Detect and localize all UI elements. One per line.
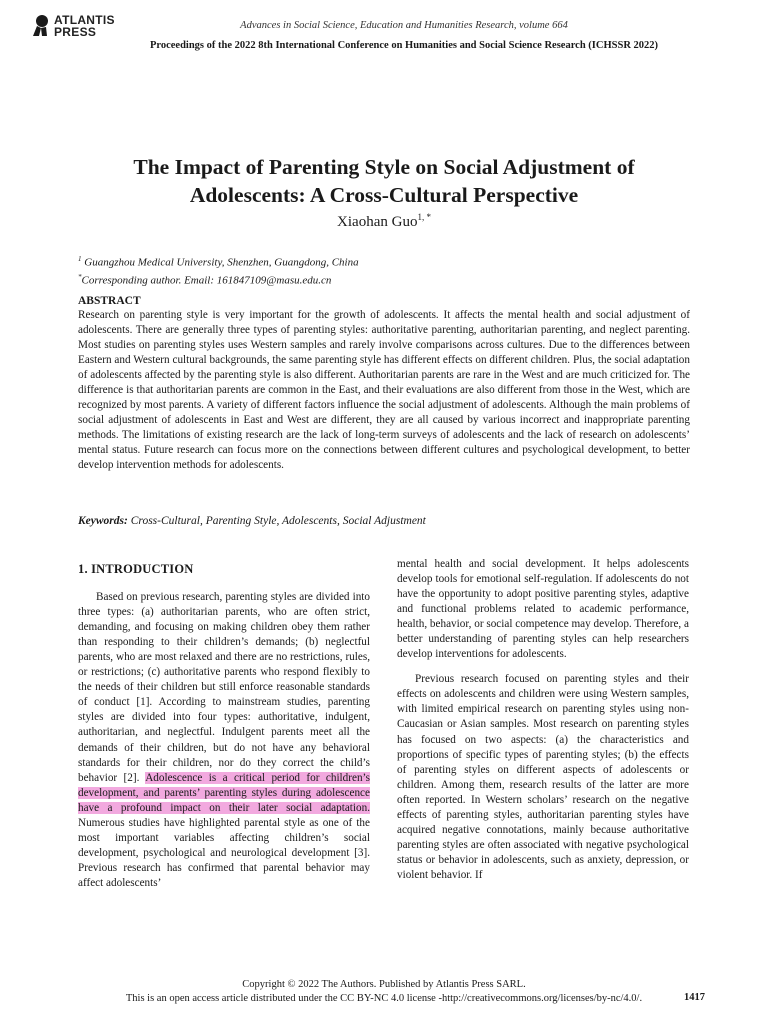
keywords-label: Keywords:	[78, 515, 128, 527]
section-heading: 1. INTRODUCTION	[78, 562, 194, 576]
copyright-notice: Copyright © 2022 The Authors. Published by Atlantis Press SARL.	[242, 979, 526, 990]
affiliations	[78, 252, 359, 287]
author-superscript: 1, *	[417, 212, 431, 222]
left-column	[78, 562, 370, 891]
license-notice: This is an open access article distributed under the CC BY-NC 4.0 license -http://creativecommons.org/licenses/by-nc/4.0/.	[125, 993, 643, 1004]
abstract-heading: ABSTRACT	[78, 295, 141, 307]
abstract-text: Research on parenting style is very important for the growth of adolescents. It affects the mental health and social adjustment of adolescents. There are generally three types of parenting styles: authoritative parenting, authoritarian parenting, and neglect parenting. Most studies on parenting styles uses Western samples and rarely involve comparisons across cultures. Due to the differences between Eastern and Western cultural backgrounds, the same parenting style has different effects on different children. Plus, the social adaptation of adolescents affected by the parenting style is also different. Authoritarian parents are rare in the West and are much criticized for. The difference is that authoritarian parents are common in the East, and their evaluations are also different from those in the West, which are recognized by most parents. A variety of different factors influence the social adjustment of adolescents. Although the main problems of social adjustment of adolescents in East and West are different, they are all caused by various incorrect and inappropriate parenting methods. The limitations of existing research are the lack of long-term surveys of adolescents and the lack of research on adolescents’ mental status. Future research can focus more on the connections between different cultures and psychological development, to better develop intervention methods for adolescents.	[78, 309, 690, 472]
intro-p1-part-b: Numerous studies have highlighted parental style as one of the most important variables affecting children’s social development, psychological and neurological development [3]. Previous research has confirmed that parental behavior may affect adolescents’	[78, 816, 370, 889]
highlighted-text: Adolescence is a critical period for children’s development, and parents’ parenting styles during adolescence have a profound impact on their later social adaptation.	[78, 771, 370, 814]
journal-name: Advances in Social Science, Education and Humanities Research, volume 664	[240, 20, 568, 31]
corresponding-marker: *	[78, 272, 82, 281]
corresponding-author: Corresponding author. Email: 161847109@masu.edu.cn	[81, 274, 332, 287]
intro-paragraph-2: Previous research focused on parenting styles and their effects on adolescents and children were using Western samples, with limited empirical research on parenting styles using non-Caucasian or Asian samples. Most research on parenting styles has focused on two aspects: (a) the characteristics and proportions of specific types of parenting styles; (b) the effects of parenting styles on different aspects of adolescents or children. Among them, research results of the latter are more often reported. In Western scholars’ research on the negative effects of parenting styles, authoritarian parenting styles have acquired negative connotations, mainly because authoritative parenting styles are often associated with negative psychological status or behavior in adolescents, such as anxiety, depression, or violent behavior. If	[397, 673, 689, 881]
footer	[0, 978, 768, 1006]
intro-paragraph-1	[78, 590, 370, 891]
affiliation-marker: 1	[78, 255, 82, 263]
proceedings-name: Proceedings of the 2022 8th International Conference on Humanities and Social Science Research (ICHSSR 2022)	[149, 40, 659, 51]
intro-paragraph-1-continued: mental health and social development. It helps adolescents develop tools for emotional self-regulation. If adolescents do not have the opportunity to adopt positive parenting styles, adaptive and functional problems related to academic performance, health, behavior, or social competence may develop. Therefore, a better understanding of parenting styles can help researchers develop interventions for adolescents.	[397, 558, 689, 661]
keywords	[78, 515, 426, 527]
intro-p1-part-a: Based on previous research, parenting styles are divided into three types: (a) authoritarian parents, who are often strict, demanding, and focusing on making children obey them rather than responding to their children’s demands; (b) neglectful parents, who are most relaxed and there are no restrictions, rules, or restrictions; (c) authoritative parents who respond flexibly to the needs of their children but still enforce reasonable standards of conduct [1]. According to mainstream studies, parenting styles are divided into four types: authoritative, indulgent, authoritarian, and neglectful. Indulgent parents meet all the demands of their children, but do not have any behavioral standards for their children, nor do they correct the child’s behavior [2].	[78, 591, 370, 784]
right-column	[397, 557, 689, 883]
logo-line-2: PRESS	[54, 25, 97, 39]
title-line-1: The Impact of Parenting Style on Social Adjustment of	[133, 155, 635, 179]
paper-title	[40, 153, 728, 209]
logo-line-1: ATLANTIS	[54, 13, 115, 27]
author-name: Xiaohan Guo	[337, 214, 418, 230]
title-line-2: Adolescents: A Cross-Cultural Perspective	[189, 183, 579, 207]
affiliation: Guangzhou Medical University, Shenzhen, Guangdong, China	[84, 256, 359, 269]
author-line	[0, 212, 768, 231]
keywords-text: Cross-Cultural, Parenting Style, Adolescents, Social Adjustment	[130, 515, 426, 527]
page-number: 1417	[684, 992, 705, 1003]
